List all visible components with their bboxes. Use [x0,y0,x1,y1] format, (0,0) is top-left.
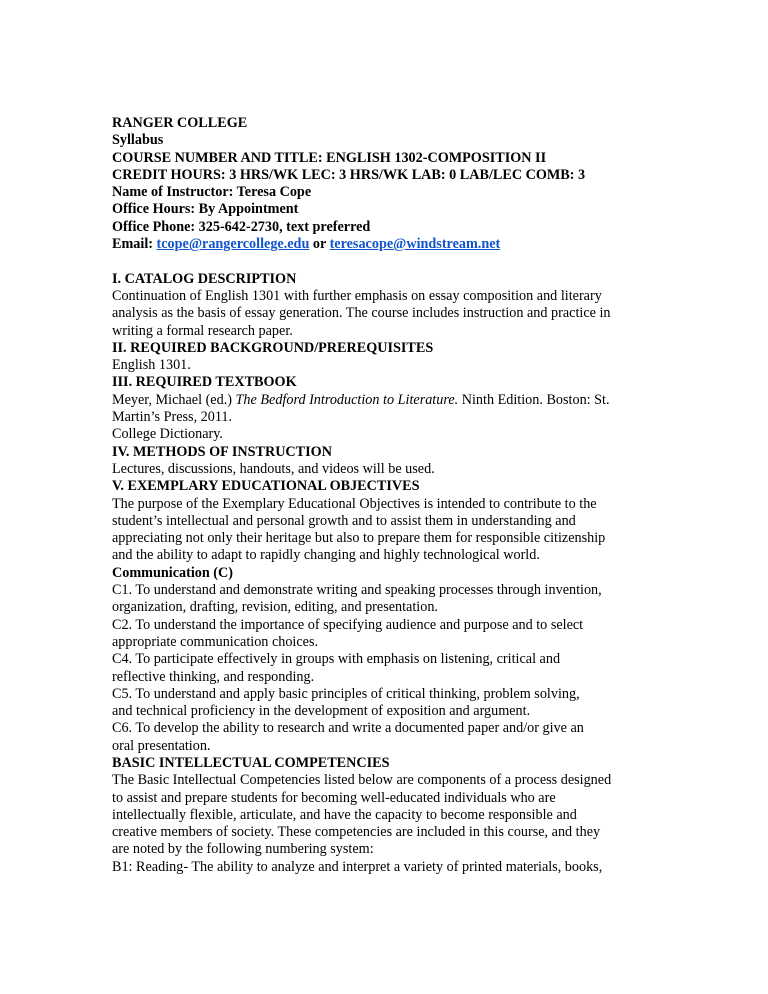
course-title: COURSE NUMBER AND TITLE: ENGLISH 1302-COMPOSITION II [112,149,547,166]
section-heading-catalog: I. CATALOG DESCRIPTION [112,270,297,287]
email-label: Email: [112,236,157,253]
instructor-name: Name of Instructor: Teresa Cope [112,184,312,201]
textbook-publisher: Martin’s Press, 2011. [112,409,233,426]
competencies-text-line: intellectually flexible, articulate, and have the capacity to become responsible and [112,806,577,823]
objective-c2: C2. To understand the importance of specifying audience and purpose and to select [112,616,584,633]
section-heading-competencies: BASIC INTELLECTUAL COMPETENCIES [112,754,390,771]
email-link-personal[interactable]: teresacope@windstream.net [329,236,501,253]
objectives-text-line: The purpose of the Exemplary Educational Objectives is intended to contribute to the [112,495,597,512]
objectives-text-line: appreciating not only their heritage but also to prepare them for responsible citizenship [112,530,606,547]
spacer [112,253,657,270]
competencies-text-line: creative members of society. These competencies are included in this course, and they [112,824,601,841]
objectives-text-line: and the ability to adapt to rapidly changing and highly technological world. [112,547,540,564]
catalog-text-line: writing a formal research paper. [112,322,293,339]
email-or: or [309,236,330,253]
objective-c6: C6. To develop the ability to research and write a documented paper and/or give an [112,720,584,737]
section-heading-textbook: III. REQUIRED TEXTBOOK [112,374,297,391]
objective-c6-cont: oral presentation. [112,737,211,754]
objective-c1: C1. To understand and demonstrate writing and speaking processes through invention, [112,582,602,599]
objective-c2-cont: appropriate communication choices. [112,633,319,650]
office-phone: Office Phone: 325-642-2730, text preferred [112,218,371,235]
objective-c5: C5. To understand and apply basic principles of critical thinking, problem solving, [112,685,580,702]
textbook-edition: Ninth Edition. Boston: St. [458,391,610,408]
competencies-text-line: to assist and prepare students for becoming well-educated individuals who are [112,789,556,806]
catalog-text-line: analysis as the basis of essay generation. The course includes instruction and practice in [112,305,611,322]
section-heading-objectives: V. EXEMPLARY EDUCATIONAL OBJECTIVES [112,478,420,495]
college-name: RANGER COLLEGE [112,115,248,131]
credit-hours: CREDIT HOURS: 3 HRS/WK LEC: 3 HRS/WK LAB: 0 LAB/LEC COMB: 3 [112,166,586,183]
objectives-text-line: student’s intellectual and personal growth and to assist them in understanding and [112,512,576,529]
syllabus-page [112,115,657,876]
email-link-college[interactable]: tcope@rangercollege.edu [156,236,310,253]
objective-c4: C4. To participate effectively in groups with emphasis on listening, critical and [112,651,561,668]
section-heading-prereq: II. REQUIRED BACKGROUND/PREREQUISITES [112,339,434,356]
competency-b1: B1: Reading- The ability to analyze and interpret a variety of printed materials, books, [112,858,603,875]
office-hours: Office Hours: By Appointment [112,201,299,218]
textbook-author: Meyer, Michael (ed.) [112,391,236,408]
email-line [112,236,657,253]
textbook-dictionary: College Dictionary. [112,426,223,443]
textbook-title: The Bedford Introduction to Literature. [235,391,459,408]
objective-c1-cont: organization, drafting, revision, editing, and presentation. [112,599,438,616]
textbook-citation [112,392,657,409]
competencies-text-line: The Basic Intellectual Competencies listed below are components of a process designed [112,772,612,789]
doc-type: Syllabus [112,132,164,149]
competencies-text-line: are noted by the following numbering system: [112,841,374,858]
objective-c5-cont: and technical proficiency in the development of exposition and argument. [112,703,531,720]
methods-text: Lectures, discussions, handouts, and videos will be used. [112,460,435,477]
catalog-text-line: Continuation of English 1301 with further emphasis on essay composition and literary [112,287,602,304]
communication-heading: Communication (C) [112,564,233,581]
prereq-text: English 1301. [112,357,191,374]
objective-c4-cont: reflective thinking, and responding. [112,668,315,685]
section-heading-methods: IV. METHODS OF INSTRUCTION [112,443,332,460]
